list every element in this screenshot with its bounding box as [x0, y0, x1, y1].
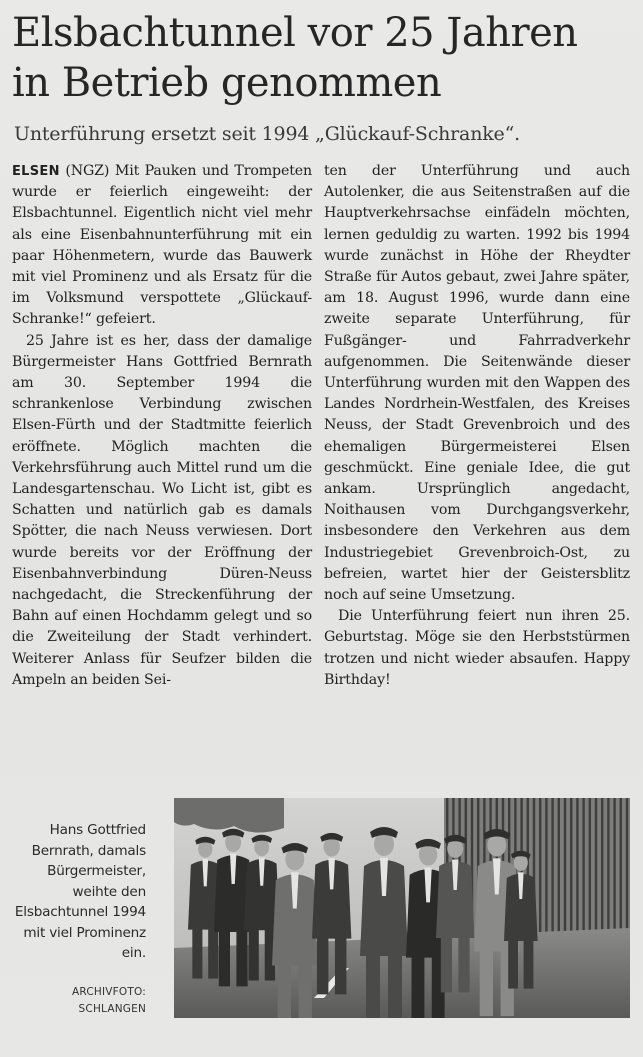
fence-bar — [570, 798, 572, 936]
fence-bar — [601, 798, 603, 936]
dateline: ELSEN — [12, 164, 60, 179]
paragraph-2: 25 Jahre ist es her, dass der damalige Bürgermeister Hans Gottfried Bernrath am 30. September 1994 die schrankenlose Verbindung zwischen Elsen-Fürth und der Stadtmitte feierlich eröffnete. Möglich machten die Verkehrsführung auch Mittel rund um die Landesgartenschau. Wo Licht ist, gibt es Schatten und natürlich gab es damals Spötter, die nach Neuss verwiesen. Dort wurde bereits vor der Eröffnung der Eisenbahnverbindung Düren-Neuss nachgedacht, die Streckenführung der Bahn auf einen Hochdamm gelegt und so die Zweiteilung der Stadt verhindert. Weiterer Anlass für Seufzer bilden die Ampeln an beiden Sei- — [12, 332, 312, 688]
article-column-left — [12, 161, 312, 691]
fence-bar — [607, 798, 609, 936]
headline — [12, 8, 632, 108]
archive-photo — [174, 798, 630, 1018]
fence-bar — [626, 798, 628, 936]
headline-line-1: Elsbachtunnel vor 25 Jahren — [12, 10, 578, 56]
fence-bar — [613, 798, 615, 936]
photo-credit — [12, 984, 146, 1018]
paragraph-4: Die Unterführung feiert nun ihren 25. Geburtstag. Möge sie den Herbststürmen trotzen und nicht wieder absaufen. Happy Birthday! — [324, 608, 630, 688]
fence-bar — [595, 798, 597, 936]
paragraph-1-text: Mit Pauken und Trompeten wurde er feierlich eingeweiht: der Elsbachtunnel. Eigentlich nicht viel mehr als eine Eisenbahnunterführung mit ein paar Höhenmetern, wurde das Bauwerk mit viel Prominenz und als Ersatz für die im Volksmund verspottete „Glückauf-Schranke!“ gefeiert. — [12, 163, 312, 328]
fence-bar — [576, 798, 578, 936]
subheadline: Unterführung ersetzt seit 1994 „Glückauf-Schranke“. — [14, 123, 520, 145]
paragraph-3: ten der Unterführung und auch Autolenker, die aus Seitenstraßen auf die Hauptverkehrsachse einfädeln möchten, lernen geduldig zu warten. 1992 bis 1994 wurde zunächst in Höhe der Rheydter Straße für Autos gebaut, zwei Jahre später, am 18. August 1996, wurde dann eine zweite separate Unterführung, für Fußgänger- und Fahrradverkehr aufgenommen. Die Seitenwände dieser Unterführung wurden mit den Wappen des Landes Nordrhein-Westfalen, des Kreises Neuss, der Stadt Grevenbroich und des ehemaligen Bürgermeisterei Elsen geschmückt. Eine geniale Idee, die gut ankam. Ursprünglich angedacht, Noithausen vom Durchgangsverkehr, insbesondere den Verkehren aus dem Industriegebiet Grevenbroich-Ost, zu befreien, wartet hier der Geistersblitz noch auf seine Umsetzung. — [324, 163, 630, 604]
archive-photo-illustration — [174, 798, 630, 1018]
fence-bar — [545, 798, 547, 936]
fence-bar — [564, 798, 566, 936]
source-tag: (NGZ) — [65, 163, 110, 179]
headline-line-2: in Betrieb genommen — [12, 60, 442, 106]
paragraph-1 — [12, 161, 312, 331]
fence-bar — [551, 798, 553, 936]
fence-bar — [620, 798, 622, 936]
fence-bar — [558, 798, 560, 936]
photo-credit-label: ARCHIVFOTO: — [72, 986, 146, 998]
fence-bar — [589, 798, 591, 936]
photo-caption: Hans Gottfried Bernrath, damals Bürgermeister, weihte den Elsbachtunnel 1994 mit viel Prominenz ein. — [14, 822, 146, 961]
photo-credit-name: SCHLANGEN — [78, 1003, 146, 1015]
fence-bar — [582, 798, 584, 936]
article-column-right — [324, 161, 630, 691]
fence-bar — [539, 798, 541, 936]
